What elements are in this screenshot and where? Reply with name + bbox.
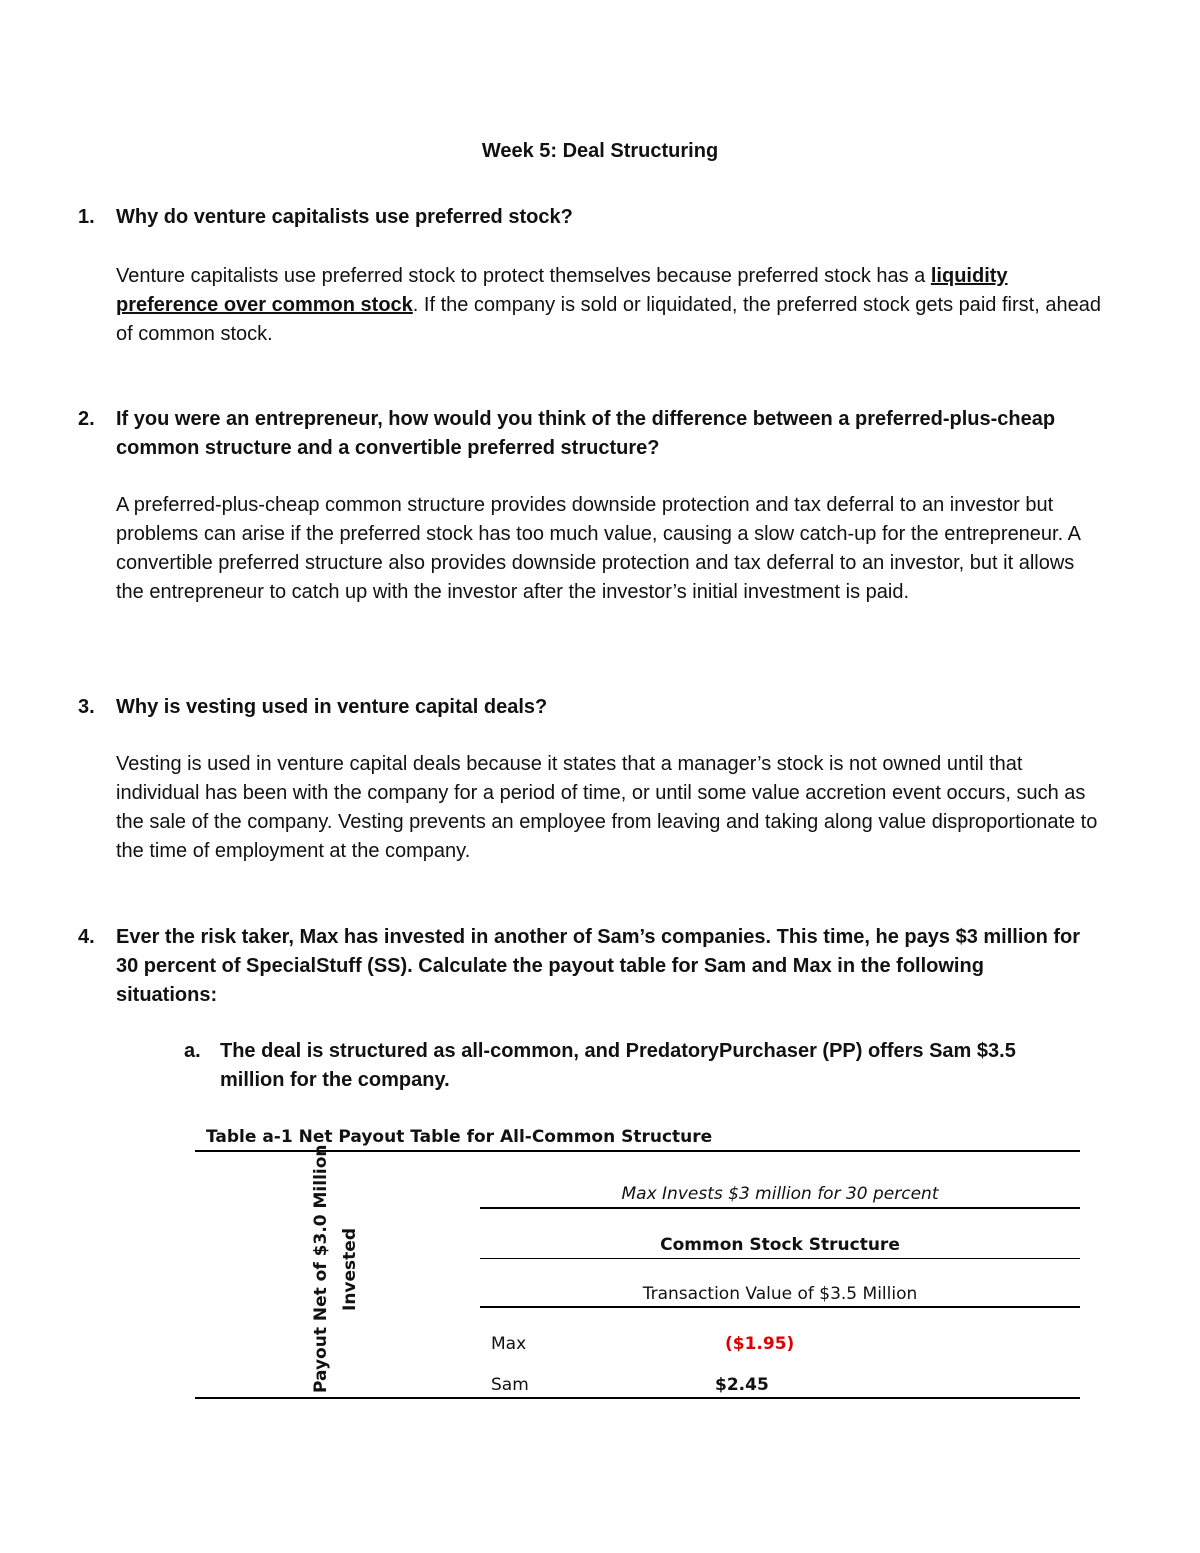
page-title: Week 5: Deal Structuring (481, 140, 719, 162)
table-vertical-label (255, 1144, 495, 1393)
vertical-label-line-1: Payout Net of $3.0 Million (311, 1144, 331, 1393)
table-rule (480, 1258, 1080, 1259)
question-4a (184, 1037, 1084, 1095)
table-header-transaction: Transaction Value of $3.5 Million (642, 1284, 918, 1304)
question-number: 3. (78, 696, 95, 718)
answer-1 (116, 262, 1106, 349)
question-number: 2. (78, 408, 95, 430)
answer-text-end: . If the company is sold or liquidated, the preferred stock gets paid first, ahead of common stock. (116, 294, 1101, 345)
table-bottom-rule (195, 1397, 1080, 1399)
question-4 (78, 923, 1088, 1010)
answer-text: Venture capitalists use preferred stock to protect themselves because preferred stock has a (116, 265, 931, 287)
answer-3: Vesting is used in venture capital deals because it states that a manager’s stock is not owned until that individual has been with the company for a period of time, or until some value accretion event occurs, such as the sale of the company. Vesting prevents an employee from leaving and taking along value disproportionate to the time of employment at the company. (116, 753, 1098, 862)
question-3 (78, 693, 1088, 722)
sub-question-text: The deal is structured as all-common, and PredatoryPurchaser (PP) offers Sam $3.5 million for the company. (220, 1040, 1016, 1091)
table-row-value-sam: $2.45 (715, 1375, 769, 1395)
question-text: If you were an entrepreneur, how would you think of the difference between a preferred-plus-cheap common structure and a convertible preferred structure? (116, 408, 1056, 459)
table-rule (480, 1207, 1080, 1209)
vertical-label-line-2: Invested (340, 1228, 360, 1311)
answer-2: A preferred-plus-cheap common structure provides downside protection and tax deferral to an investor but problems can arise if the preferred stock has too much value, causing a slow catch-up for the entrepreneur. A convertible preferred structure also provides downside protection and tax deferral to an investor, but it allows the entrepreneur to catch up with the investor after the investor’s initial investment is paid. (116, 494, 1080, 603)
answer-emphasis: liquidity preference over common stock (116, 265, 1008, 316)
sub-question-letter: a. (184, 1040, 201, 1062)
table-row-label-sam: Sam (491, 1375, 529, 1395)
table-caption: Table a-1 Net Payout Table for All-Common Structure (206, 1127, 713, 1147)
table-header-structure: Common Stock Structure (660, 1235, 900, 1255)
question-text: Why do venture capitalists use preferred stock? (116, 206, 573, 228)
question-text: Why is vesting used in venture capital deals? (116, 696, 548, 718)
question-1 (78, 203, 1088, 232)
question-2 (78, 405, 1088, 463)
table-header-investment: Max Invests $3 million for 30 percent (621, 1184, 939, 1204)
table-row-label-max: Max (491, 1334, 527, 1354)
question-number: 4. (78, 926, 95, 948)
question-text: Ever the risk taker, Max has invested in another of Sam’s companies. This time, he pays $3 million for 30 percent of SpecialStuff (SS). Calculate the payout table for Sam and Max in the following situations: (116, 926, 1081, 1006)
table-rule (480, 1306, 1080, 1308)
question-number: 1. (78, 206, 95, 228)
table-row-value-max: ($1.95) (725, 1334, 795, 1354)
